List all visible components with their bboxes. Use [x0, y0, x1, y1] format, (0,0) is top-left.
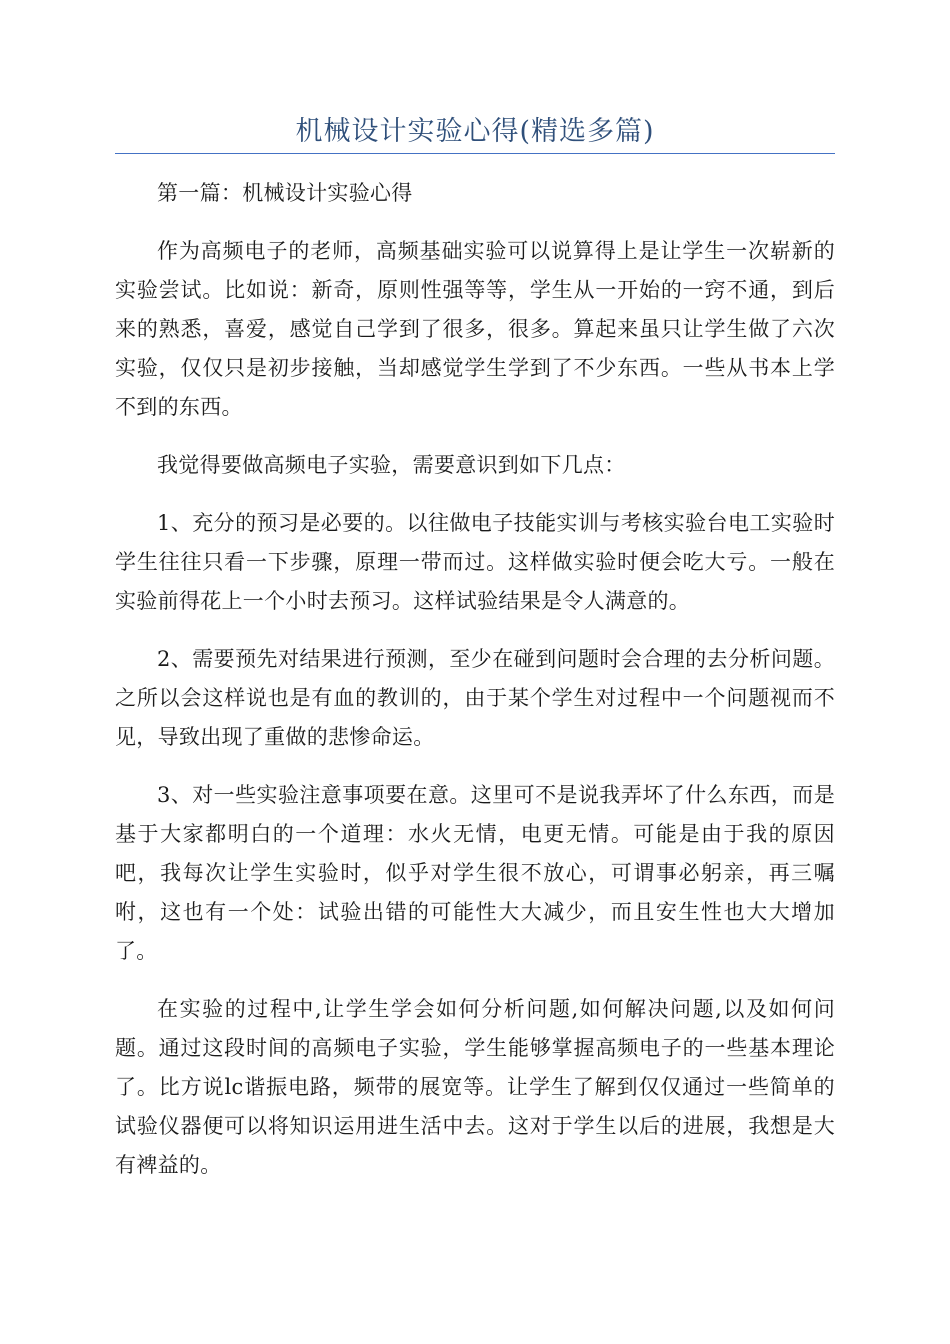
list-point-1: 1、充分的预习是必要的。以往做电子技能实训与考核实验台电工实验时学生往往只看一下步骤，原理一带而过。这样做实验时便会吃大亏。一般在实验前得花上一个小时去预习。这样试验结果是令人满意的。: [115, 511, 835, 613]
body-paragraph: 在实验的过程中,让学生学会如何分析问题,如何解决问题,以及如何问题。通过这段时间的高频电子实验，学生能够掌握高频电子的一些基本理论了。比方说lc谐振电路，频带的展宽等。让学生了解到仅仅通过一些简单的试验仪器便可以将知识运用进生活中去。这对于学生以后的进展，我想是大有裨益的。: [115, 997, 835, 1177]
section-heading: 第一篇：机械设计实验心得: [157, 181, 413, 205]
document-body: [115, 174, 835, 1204]
body-paragraph: 我觉得要做高频电子实验，需要意识到如下几点：: [157, 453, 626, 477]
list-point-2: 2、需要预先对结果进行预测，至少在碰到问题时会合理的去分析问题。之所以会这样说也是有血的教训的，由于某个学生对过程中一个问题视而不见，导致出现了重做的悲惨命运。: [115, 647, 835, 749]
body-paragraph: 作为高频电子的老师，高频基础实验可以说算得上是让学生一次崭新的实验尝试。比如说：新奇，原则性强等等，学生从一开始的一窍不通，到后来的熟悉，喜爱，感觉自己学到了很多，很多。算起来虽只让学生做了六次实验，仅仅只是初步接触，当却感觉学生学到了不少东西。一些从书本上学不到的东西。: [115, 239, 835, 419]
document-title: 机械设计实验心得(精选多篇): [295, 116, 655, 147]
title-underline: [115, 153, 835, 154]
list-point-3: 3、对一些实验注意事项要在意。这里可不是说我弄坏了什么东西，而是基于大家都明白的一个道理：水火无情，电更无情。可能是由于我的原因吧，我每次让学生实验时，似乎对学生很不放心，可谓事必躬亲，再三嘱咐，这也有一个处：试验出错的可能性大大减少，而且安生性也大大增加了。: [115, 783, 835, 963]
